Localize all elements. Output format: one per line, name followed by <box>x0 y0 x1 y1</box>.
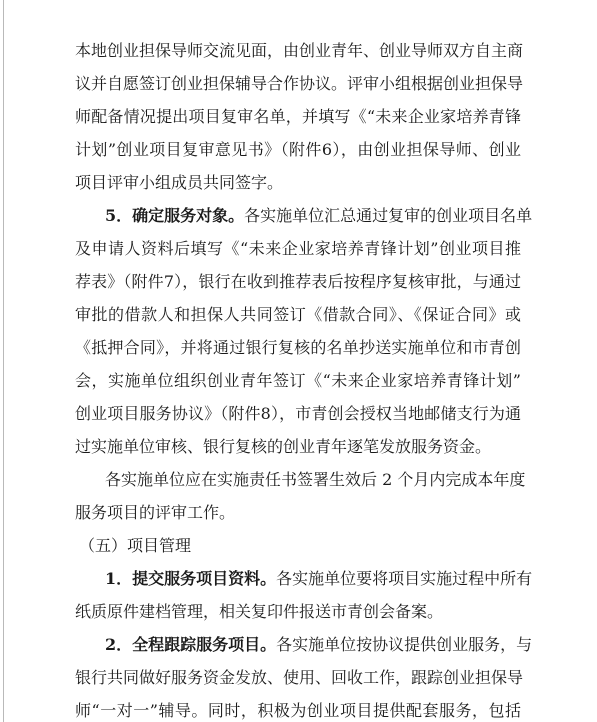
text-line: 会，实施单位组织创业青年签订《“未来企业家培养青锋计划” <box>75 371 521 390</box>
text-line: 师“一对一”辅导。同时，积极为创业项目提供配套服务，包括 <box>75 701 521 720</box>
section-heading-5: 5．确定服务对象。 <box>105 206 245 225</box>
text-line: 服务项目的评审工作。 <box>75 503 236 522</box>
text-line: 计划”创业项目复审意见书》（附件6），由创业担保导师、创业 <box>75 140 521 159</box>
text-line: 议并自愿签订创业担保辅导合作协议。评审小组根据创业担保导 <box>75 74 524 93</box>
text-line: 过实施单位审核、银行复核的创业青年逐笔发放服务资金。 <box>75 437 492 456</box>
page-edge-rule <box>3 0 4 722</box>
item-text: 各实施单位要将项目实施过程中所有 <box>276 569 533 588</box>
item-1-first-line <box>105 569 533 589</box>
text-line: 及申请人资料后填写《“未来企业家培养青锋计划”创业项目推 <box>75 239 521 258</box>
item-heading-1: 1．提交服务项目资料。 <box>105 569 277 588</box>
section-heading-5-project-management: （五）项目管理 <box>79 536 192 555</box>
item-heading-2: 2．全程跟踪服务项目。 <box>105 635 277 654</box>
text-line: 《抵押合同》，并将通过银行复核的名单抄送实施单位和市青创 <box>75 338 521 357</box>
text-line: 项目评审小组成员共同签字。 <box>75 173 284 192</box>
text-line: 银行共同做好服务资金发放、使用、回收工作，跟踪创业担保导 <box>75 668 524 687</box>
paragraph-first-line: 各实施单位应在实施责任书签署生效后 2 个月内完成本年度 <box>105 470 526 489</box>
text-line: 荐表》（附件7），银行在收到推荐表后按程序复核审批，与通过 <box>75 272 521 291</box>
item-2-first-line <box>105 635 533 655</box>
text-line: 师配备情况提出项目复审名单，并填写《“未来企业家培养青锋 <box>75 107 521 126</box>
text-line: 审批的借款人和担保人共同签订《借款合同》、《保证合同》或 <box>75 305 521 324</box>
item-text: 各实施单位按协议提供创业服务，与 <box>276 635 533 654</box>
paragraph-text: 各实施单位汇总通过复审的创业项目名单 <box>244 206 533 225</box>
text-line: 本地创业担保导师交流见面，由创业青年、创业导师双方自主商 <box>75 41 524 60</box>
text-line: 纸质原件建档管理，相关复印件报送市青创会备案。 <box>75 602 444 621</box>
paragraph-5-first-line <box>105 206 533 226</box>
text-line: 创业项目服务协议》（附件8），市青创会授权当地邮储支行为通 <box>75 404 521 423</box>
